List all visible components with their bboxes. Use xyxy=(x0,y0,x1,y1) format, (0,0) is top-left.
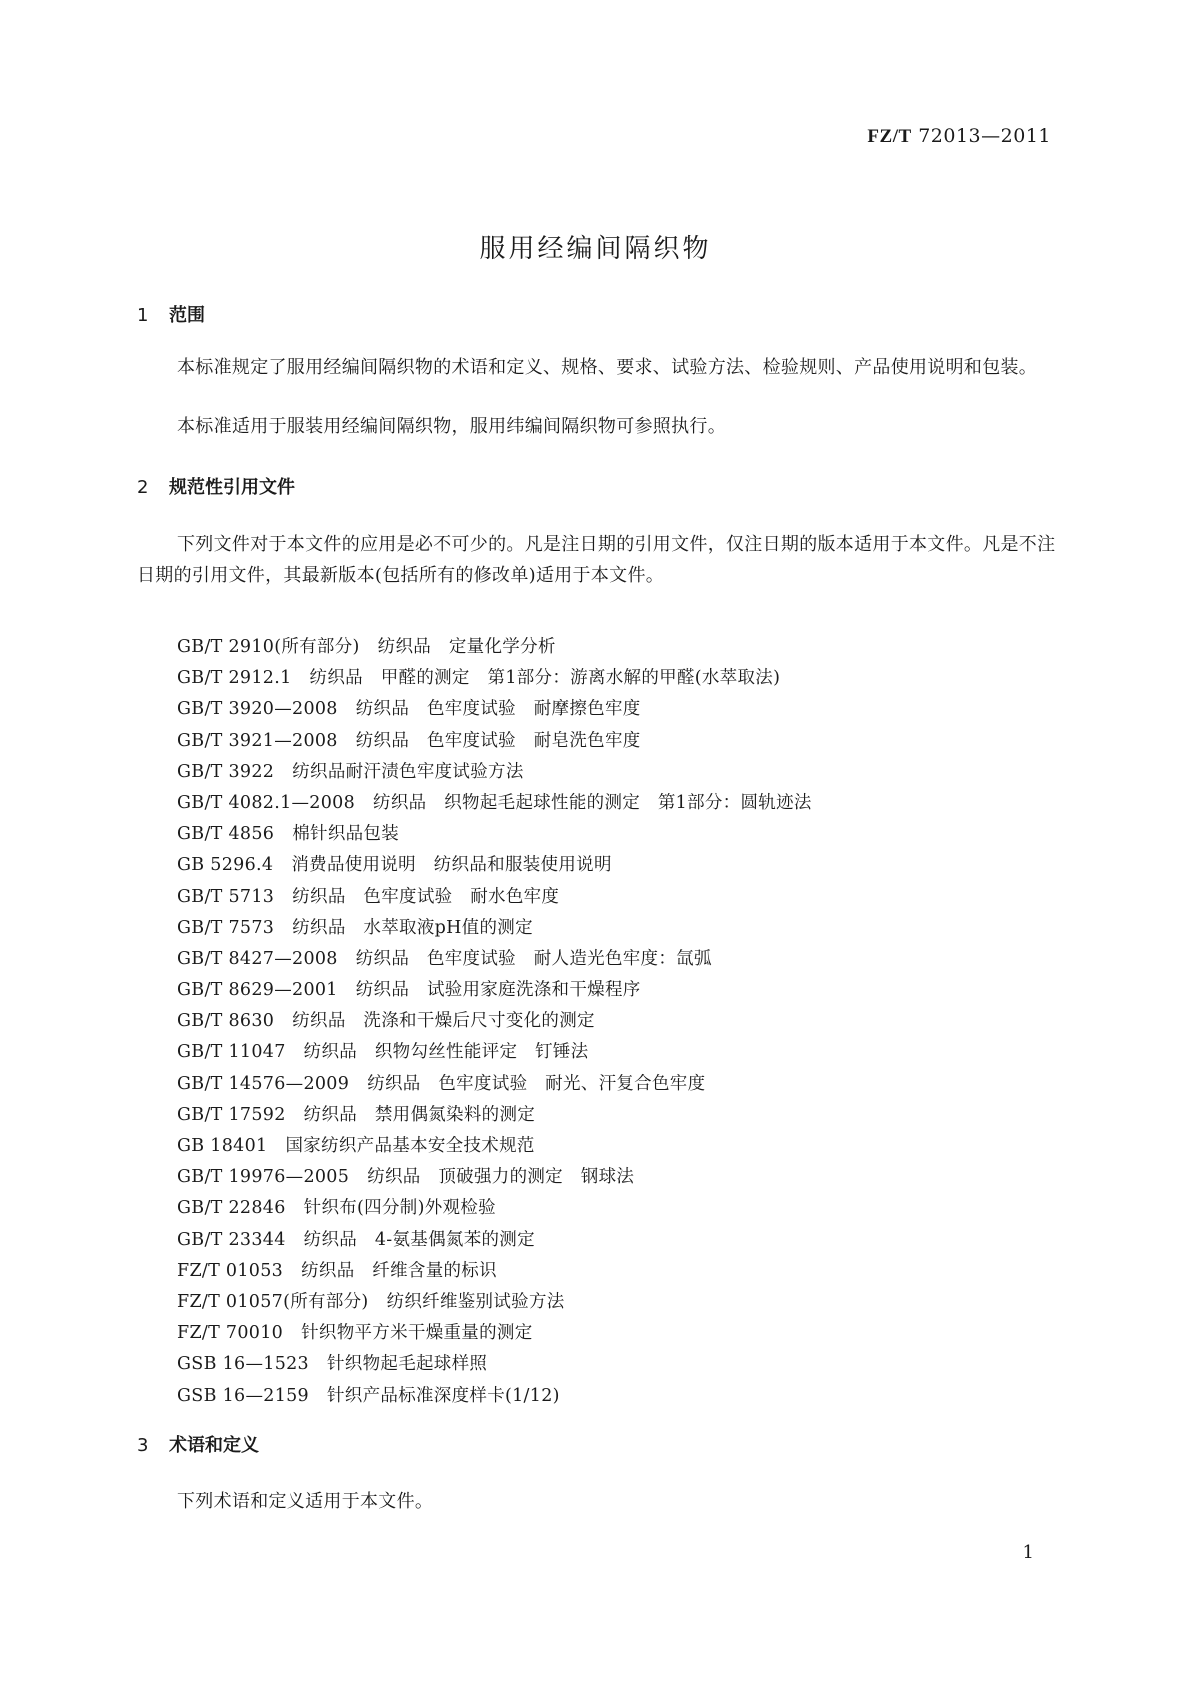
reference-code: GB/T 11047 xyxy=(177,1042,286,1063)
reference-code: GB/T 2912.1 xyxy=(177,668,292,689)
document-title: 服用经编间隔织物 xyxy=(479,234,712,264)
reference-code: GB/T 8427—2008 xyxy=(177,948,338,969)
reference-code: GSB 16—1523 xyxy=(177,1354,309,1375)
reference-item xyxy=(177,1381,812,1412)
reference-item xyxy=(177,1069,812,1100)
section-number: 3 xyxy=(137,1435,149,1456)
reference-item xyxy=(177,726,812,757)
standard-number xyxy=(867,125,1051,148)
reference-item xyxy=(177,913,812,944)
reference-code: GB/T 8630 xyxy=(177,1011,275,1032)
reference-title: 消费品使用说明 纺织品和服装使用说明 xyxy=(291,855,612,876)
reference-title: 纺织品 禁用偶氮染料的测定 xyxy=(303,1104,536,1125)
paragraph: 下列文件对于本文件的应用是必不可少的。凡是注日期的引用文件，仅注日期的版本适用于本文件。凡是不注日期的引用文件，其最新版本(包括所有的修改单)适用于本文件。 xyxy=(137,534,1056,586)
reference-code: GB/T 3921—2008 xyxy=(177,730,338,751)
reference-code: GB/T 17592 xyxy=(177,1104,286,1125)
reference-item xyxy=(177,788,812,819)
reference-title: 纺织品 色牢度试验 耐摩擦色牢度 xyxy=(355,699,641,720)
reference-title: 纺织品 定量化学分析 xyxy=(377,637,556,657)
paragraph: 下列术语和定义适用于本文件。 xyxy=(177,1491,434,1512)
reference-item xyxy=(177,975,812,1006)
reference-code: GB/T 4856 xyxy=(177,824,275,845)
reference-title: 纺织品 甲醛的测定 第1部分：游离水解的甲醛(水萃取法) xyxy=(309,668,781,689)
reference-code: GB/T 14576—2009 xyxy=(177,1073,350,1094)
reference-title: 针织布(四分制)外观检验 xyxy=(303,1198,496,1219)
reference-title: 纺织品 织物起毛起球性能的测定 第1部分：圆轨迹法 xyxy=(373,792,812,813)
section-title: 规范性引用文件 xyxy=(169,477,295,498)
reference-code: FZ/T 70010 xyxy=(177,1323,284,1344)
reference-code: GB/T 7573 xyxy=(177,917,275,938)
reference-code: GB/T 3920—2008 xyxy=(177,699,338,720)
reference-title: 纺织品 色牢度试验 耐光、汗复合色牢度 xyxy=(367,1073,706,1094)
section-heading-scope xyxy=(137,301,205,327)
reference-title: 针织产品标准深度样卡(1/12) xyxy=(327,1385,560,1406)
reference-title: 国家纺织产品基本安全技术规范 xyxy=(285,1136,535,1156)
reference-code: GB 5296.4 xyxy=(177,855,274,876)
reference-title: 纺织品 织物勾丝性能评定 钉锤法 xyxy=(303,1042,589,1063)
reference-title: 纺织品 试验用家庭洗涤和干燥程序 xyxy=(355,980,641,1001)
reference-code: GB 18401 xyxy=(177,1136,268,1156)
reference-item xyxy=(177,1006,812,1037)
reference-item xyxy=(177,757,812,788)
reference-item xyxy=(177,694,812,725)
reference-title: 针织物平方米干燥重量的测定 xyxy=(301,1323,533,1344)
page-number: 1 xyxy=(1022,1542,1034,1563)
reference-title: 针织物起毛起球样照 xyxy=(327,1354,488,1375)
reference-title: 纺织品 色牢度试验 耐皂洗色牢度 xyxy=(355,730,641,751)
reference-item xyxy=(177,1131,812,1162)
reference-item xyxy=(177,1256,812,1287)
reference-item xyxy=(177,1349,812,1380)
section-heading-normative-references xyxy=(137,473,295,499)
section-heading-terms-definitions xyxy=(137,1431,259,1457)
reference-title: 纺织品 纤维含量的标识 xyxy=(301,1260,497,1281)
paragraph: 本标准规定了服用经编间隔织物的术语和定义、规格、要求、试验方法、检验规则、产品使用说明和包装。 xyxy=(177,357,1038,378)
reference-list xyxy=(177,632,812,1412)
reference-code: GB/T 3922 xyxy=(177,761,275,782)
section-number: 2 xyxy=(137,477,149,498)
reference-title: 纺织纤维鉴别试验方法 xyxy=(386,1291,565,1312)
reference-item xyxy=(177,1225,812,1256)
reference-title: 纺织品耐汗渍色牢度试验方法 xyxy=(292,761,524,782)
reference-item xyxy=(177,1100,812,1131)
reference-code: GB/T 5713 xyxy=(177,886,275,907)
reference-code: GB/T 4082.1—2008 xyxy=(177,792,356,813)
reference-item xyxy=(177,850,812,881)
reference-item xyxy=(177,944,812,975)
reference-title: 棉针织品包装 xyxy=(292,824,400,845)
reference-code: GB/T 22846 xyxy=(177,1198,286,1219)
reference-title: 纺织品 顶破强力的测定 钢球法 xyxy=(367,1167,635,1188)
standard-prefix: FZ/T xyxy=(867,126,912,147)
reference-code: FZ/T 01053 xyxy=(177,1260,284,1281)
reference-item xyxy=(177,1193,812,1224)
section-number: 1 xyxy=(137,305,149,326)
section-title: 术语和定义 xyxy=(169,1435,259,1456)
reference-item xyxy=(177,1162,812,1193)
reference-code: FZ/T 01057(所有部分) xyxy=(177,1291,369,1312)
reference-item xyxy=(177,663,812,694)
reference-item xyxy=(177,1037,812,1068)
reference-title: 纺织品 色牢度试验 耐水色牢度 xyxy=(292,886,560,907)
reference-code: GB/T 8629—2001 xyxy=(177,980,338,1001)
reference-item xyxy=(177,1318,812,1349)
reference-title: 纺织品 洗涤和干燥后尺寸变化的测定 xyxy=(292,1011,595,1032)
reference-item xyxy=(177,882,812,913)
reference-code: GB/T 19976—2005 xyxy=(177,1167,350,1188)
reference-code: GB/T 23344 xyxy=(177,1229,286,1250)
standard-code: 72013—2011 xyxy=(918,125,1051,147)
section-title: 范围 xyxy=(169,305,205,326)
reference-title: 纺织品 水萃取液pH值的测定 xyxy=(292,917,533,938)
reference-item xyxy=(177,632,812,663)
reference-title: 纺织品 色牢度试验 耐人造光色牢度：氙弧 xyxy=(355,948,712,969)
reference-title: 纺织品 4-氨基偶氮苯的测定 xyxy=(303,1229,535,1250)
reference-code: GSB 16—2159 xyxy=(177,1385,309,1406)
paragraph: 本标准适用于服装用经编间隔织物，服用纬编间隔织物可参照执行。 xyxy=(177,416,726,437)
reference-code: GB/T 2910(所有部分) xyxy=(177,637,360,657)
reference-item xyxy=(177,1287,812,1318)
reference-item xyxy=(177,819,812,850)
